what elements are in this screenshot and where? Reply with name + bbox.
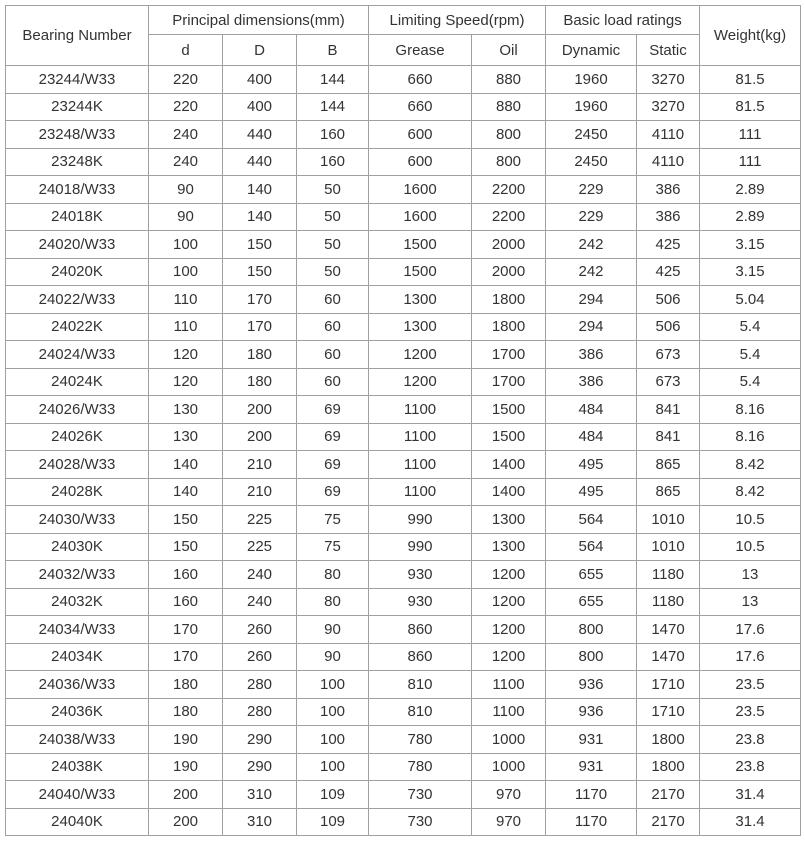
dynamic-load-cell: 655 <box>546 561 637 589</box>
table-container <box>5 5 801 836</box>
inner-diameter-cell: 220 <box>149 66 223 94</box>
grease-speed-cell: 930 <box>369 588 472 616</box>
outer-diameter-cell: 170 <box>223 313 297 341</box>
dynamic-load-cell: 484 <box>546 423 637 451</box>
static-load-cell: 1180 <box>637 588 700 616</box>
static-load-cell: 1800 <box>637 753 700 781</box>
width-cell: 144 <box>297 66 369 94</box>
bearing-number-cell: 24022K <box>6 313 149 341</box>
dynamic-load-cell: 294 <box>546 286 637 314</box>
table-row <box>6 258 801 286</box>
width-cell: 80 <box>297 561 369 589</box>
dynamic-load-cell: 495 <box>546 451 637 479</box>
oil-speed-cell: 1200 <box>472 561 546 589</box>
bearing-number-cell: 24028K <box>6 478 149 506</box>
outer-diameter-cell: 310 <box>223 808 297 836</box>
inner-diameter-cell: 150 <box>149 506 223 534</box>
width-cell: 109 <box>297 808 369 836</box>
width-cell: 80 <box>297 588 369 616</box>
grease-speed-cell: 1500 <box>369 231 472 259</box>
static-load-cell: 425 <box>637 258 700 286</box>
grease-speed-header: Grease <box>369 35 472 66</box>
oil-speed-cell: 880 <box>472 66 546 94</box>
table-row <box>6 808 801 836</box>
oil-speed-cell: 970 <box>472 781 546 809</box>
grease-speed-cell: 990 <box>369 506 472 534</box>
oil-speed-cell: 1700 <box>472 341 546 369</box>
oil-speed-cell: 1200 <box>472 643 546 671</box>
outer-diameter-cell: 280 <box>223 671 297 699</box>
dynamic-load-cell: 931 <box>546 753 637 781</box>
bearing-number-cell: 24030K <box>6 533 149 561</box>
inner-diameter-cell: 90 <box>149 203 223 231</box>
dynamic-load-cell: 1170 <box>546 808 637 836</box>
table-row <box>6 286 801 314</box>
bearing-number-cell: 23248/W33 <box>6 121 149 149</box>
outer-diameter-cell: 225 <box>223 533 297 561</box>
static-load-cell: 506 <box>637 313 700 341</box>
weight-cell: 111 <box>700 121 801 149</box>
grease-speed-cell: 1100 <box>369 451 472 479</box>
outer-diameter-cell: 440 <box>223 148 297 176</box>
table-row <box>6 726 801 754</box>
bearing-spec-table <box>5 5 801 836</box>
width-cell: 60 <box>297 286 369 314</box>
static-load-cell: 1180 <box>637 561 700 589</box>
header-row <box>6 6 801 35</box>
bearing-number-cell: 24040/W33 <box>6 781 149 809</box>
inner-diameter-cell: 120 <box>149 341 223 369</box>
oil-speed-cell: 1500 <box>472 396 546 424</box>
dynamic-load-cell: 386 <box>546 341 637 369</box>
outer-diameter-cell: 200 <box>223 396 297 424</box>
outer-diameter-cell: 290 <box>223 753 297 781</box>
inner-diameter-cell: 150 <box>149 533 223 561</box>
width-cell: 69 <box>297 451 369 479</box>
bearing-number-cell: 24040K <box>6 808 149 836</box>
dynamic-load-cell: 800 <box>546 616 637 644</box>
static-load-cell: 2170 <box>637 808 700 836</box>
grease-speed-cell: 780 <box>369 726 472 754</box>
inner-diameter-cell: 110 <box>149 313 223 341</box>
inner-diameter-cell: 190 <box>149 753 223 781</box>
weight-cell: 5.4 <box>700 368 801 396</box>
weight-cell: 81.5 <box>700 66 801 94</box>
width-cell: 69 <box>297 478 369 506</box>
grease-speed-cell: 1100 <box>369 478 472 506</box>
weight-cell: 31.4 <box>700 781 801 809</box>
grease-speed-cell: 1200 <box>369 368 472 396</box>
basic-load-ratings-header: Basic load ratings <box>546 6 700 35</box>
dynamic-load-cell: 242 <box>546 258 637 286</box>
inner-diameter-cell: 180 <box>149 698 223 726</box>
oil-speed-cell: 1300 <box>472 533 546 561</box>
inner-diameter-cell: 200 <box>149 808 223 836</box>
width-cell: 109 <box>297 781 369 809</box>
bearing-number-cell: 24036K <box>6 698 149 726</box>
table-row <box>6 423 801 451</box>
dynamic-load-cell: 484 <box>546 396 637 424</box>
dynamic-load-cell: 386 <box>546 368 637 396</box>
weight-cell: 3.15 <box>700 258 801 286</box>
oil-speed-cell: 2200 <box>472 203 546 231</box>
width-cell: 60 <box>297 341 369 369</box>
oil-speed-cell: 2200 <box>472 176 546 204</box>
outer-diameter-cell: 140 <box>223 203 297 231</box>
table-row <box>6 753 801 781</box>
table-row <box>6 93 801 121</box>
grease-speed-cell: 1300 <box>369 286 472 314</box>
table-row <box>6 121 801 149</box>
bearing-number-cell: 24020/W33 <box>6 231 149 259</box>
width-cell: 69 <box>297 423 369 451</box>
static-load-header: Static <box>637 35 700 66</box>
bearing-number-cell: 24022/W33 <box>6 286 149 314</box>
inner-diameter-cell: 130 <box>149 423 223 451</box>
bearing-number-cell: 23244/W33 <box>6 66 149 94</box>
dynamic-load-cell: 936 <box>546 698 637 726</box>
grease-speed-cell: 1100 <box>369 423 472 451</box>
width-cell: 100 <box>297 753 369 781</box>
dynamic-load-cell: 1960 <box>546 93 637 121</box>
static-load-cell: 865 <box>637 478 700 506</box>
weight-cell: 81.5 <box>700 93 801 121</box>
static-load-cell: 2170 <box>637 781 700 809</box>
weight-cell: 10.5 <box>700 533 801 561</box>
grease-speed-cell: 600 <box>369 121 472 149</box>
width-cell: 60 <box>297 313 369 341</box>
outer-diameter-cell: 400 <box>223 66 297 94</box>
inner-diameter-cell: 140 <box>149 451 223 479</box>
width-cell: 50 <box>297 258 369 286</box>
table-row <box>6 231 801 259</box>
oil-speed-cell: 1400 <box>472 451 546 479</box>
bearing-number-cell: 24032/W33 <box>6 561 149 589</box>
dynamic-load-cell: 564 <box>546 506 637 534</box>
oil-speed-cell: 1000 <box>472 726 546 754</box>
weight-cell: 10.5 <box>700 506 801 534</box>
dynamic-load-cell: 2450 <box>546 148 637 176</box>
weight-cell: 23.5 <box>700 698 801 726</box>
inner-diameter-cell: 200 <box>149 781 223 809</box>
outer-diameter-cell: 260 <box>223 616 297 644</box>
oil-speed-cell: 1200 <box>472 588 546 616</box>
static-load-cell: 841 <box>637 396 700 424</box>
bearing-number-cell: 23244K <box>6 93 149 121</box>
grease-speed-cell: 600 <box>369 148 472 176</box>
static-load-cell: 506 <box>637 286 700 314</box>
oil-speed-cell: 1100 <box>472 698 546 726</box>
bearing-number-cell: 24018/W33 <box>6 176 149 204</box>
bearing-number-cell: 24024/W33 <box>6 341 149 369</box>
weight-cell: 13 <box>700 561 801 589</box>
static-load-cell: 425 <box>637 231 700 259</box>
table-row <box>6 341 801 369</box>
weight-cell: 23.5 <box>700 671 801 699</box>
static-load-cell: 3270 <box>637 93 700 121</box>
dynamic-load-cell: 229 <box>546 176 637 204</box>
static-load-cell: 1710 <box>637 671 700 699</box>
weight-cell: 8.16 <box>700 396 801 424</box>
weight-cell: 8.16 <box>700 423 801 451</box>
width-cell: 50 <box>297 176 369 204</box>
static-load-cell: 1800 <box>637 726 700 754</box>
table-row <box>6 533 801 561</box>
static-load-cell: 386 <box>637 203 700 231</box>
oil-speed-cell: 970 <box>472 808 546 836</box>
oil-speed-cell: 1700 <box>472 368 546 396</box>
width-cell: 50 <box>297 203 369 231</box>
static-load-cell: 4110 <box>637 148 700 176</box>
outer-diameter-cell: 290 <box>223 726 297 754</box>
inner-diameter-cell: 240 <box>149 148 223 176</box>
width-cell: 160 <box>297 148 369 176</box>
inner-diameter-cell: 100 <box>149 231 223 259</box>
weight-cell: 5.4 <box>700 313 801 341</box>
table-row <box>6 588 801 616</box>
outer-diameter-cell: 440 <box>223 121 297 149</box>
width-cell: 69 <box>297 396 369 424</box>
bearing-number-cell: 24038K <box>6 753 149 781</box>
width-cell: 90 <box>297 616 369 644</box>
oil-speed-cell: 880 <box>472 93 546 121</box>
weight-cell: 5.04 <box>700 286 801 314</box>
table-row <box>6 698 801 726</box>
dynamic-load-cell: 294 <box>546 313 637 341</box>
dynamic-load-cell: 655 <box>546 588 637 616</box>
grease-speed-cell: 860 <box>369 616 472 644</box>
grease-speed-cell: 1600 <box>369 203 472 231</box>
oil-speed-cell: 800 <box>472 148 546 176</box>
grease-speed-cell: 730 <box>369 781 472 809</box>
inner-diameter-cell: 120 <box>149 368 223 396</box>
weight-cell: 17.6 <box>700 643 801 671</box>
grease-speed-cell: 810 <box>369 698 472 726</box>
width-cell: 144 <box>297 93 369 121</box>
table-row <box>6 66 801 94</box>
weight-header: Weight(kg) <box>700 6 801 66</box>
static-load-cell: 673 <box>637 341 700 369</box>
bearing-number-cell: 24026/W33 <box>6 396 149 424</box>
outer-diameter-cell: 150 <box>223 231 297 259</box>
static-load-cell: 1010 <box>637 506 700 534</box>
bearing-number-header: Bearing Number <box>6 6 149 66</box>
oil-speed-cell: 1000 <box>472 753 546 781</box>
weight-cell: 23.8 <box>700 753 801 781</box>
grease-speed-cell: 660 <box>369 93 472 121</box>
inner-diameter-cell: 170 <box>149 643 223 671</box>
grease-speed-cell: 1100 <box>369 396 472 424</box>
dynamic-load-cell: 1170 <box>546 781 637 809</box>
dynamic-load-cell: 242 <box>546 231 637 259</box>
outer-diameter-cell: 240 <box>223 561 297 589</box>
inner-diameter-cell: 170 <box>149 616 223 644</box>
bearing-number-cell: 24020K <box>6 258 149 286</box>
grease-speed-cell: 730 <box>369 808 472 836</box>
weight-cell: 5.4 <box>700 341 801 369</box>
grease-speed-cell: 930 <box>369 561 472 589</box>
inner-diameter-cell: 130 <box>149 396 223 424</box>
bearing-number-cell: 24038/W33 <box>6 726 149 754</box>
width-cell: 100 <box>297 726 369 754</box>
table-row <box>6 451 801 479</box>
dynamic-load-cell: 931 <box>546 726 637 754</box>
bearing-number-cell: 24034K <box>6 643 149 671</box>
weight-cell: 2.89 <box>700 176 801 204</box>
outer-diameter-cell: 225 <box>223 506 297 534</box>
width-cell: 100 <box>297 698 369 726</box>
bearing-number-cell: 24028/W33 <box>6 451 149 479</box>
outer-diameter-cell: 150 <box>223 258 297 286</box>
outer-diameter-cell: 180 <box>223 368 297 396</box>
oil-speed-cell: 800 <box>472 121 546 149</box>
dynamic-load-cell: 936 <box>546 671 637 699</box>
width-cell: 75 <box>297 533 369 561</box>
oil-speed-cell: 2000 <box>472 258 546 286</box>
oil-speed-cell: 1400 <box>472 478 546 506</box>
inner-diameter-cell: 90 <box>149 176 223 204</box>
table-row <box>6 781 801 809</box>
inner-diameter-cell: 100 <box>149 258 223 286</box>
inner-diameter-cell: 240 <box>149 121 223 149</box>
weight-cell: 8.42 <box>700 478 801 506</box>
table-row <box>6 148 801 176</box>
width-cell: 75 <box>297 506 369 534</box>
outer-diameter-cell: 210 <box>223 478 297 506</box>
table-row <box>6 643 801 671</box>
inner-diameter-cell: 110 <box>149 286 223 314</box>
grease-speed-cell: 810 <box>369 671 472 699</box>
limiting-speed-header: Limiting Speed(rpm) <box>369 6 546 35</box>
oil-speed-cell: 1800 <box>472 286 546 314</box>
weight-cell: 17.6 <box>700 616 801 644</box>
weight-cell: 13 <box>700 588 801 616</box>
outer-diameter-cell: 240 <box>223 588 297 616</box>
oil-speed-cell: 2000 <box>472 231 546 259</box>
dynamic-load-cell: 800 <box>546 643 637 671</box>
bearing-number-cell: 24032K <box>6 588 149 616</box>
table-row <box>6 176 801 204</box>
dynamic-load-header: Dynamic <box>546 35 637 66</box>
weight-cell: 8.42 <box>700 451 801 479</box>
table-row <box>6 478 801 506</box>
dynamic-load-cell: 2450 <box>546 121 637 149</box>
table-row <box>6 396 801 424</box>
outer-diameter-cell: 280 <box>223 698 297 726</box>
width-cell: 100 <box>297 671 369 699</box>
inner-diameter-header: d <box>149 35 223 66</box>
width-header: B <box>297 35 369 66</box>
outer-diameter-cell: 180 <box>223 341 297 369</box>
outer-diameter-cell: 310 <box>223 781 297 809</box>
oil-speed-cell: 1100 <box>472 671 546 699</box>
bearing-number-cell: 24024K <box>6 368 149 396</box>
oil-speed-header: Oil <box>472 35 546 66</box>
width-cell: 90 <box>297 643 369 671</box>
grease-speed-cell: 990 <box>369 533 472 561</box>
static-load-cell: 1470 <box>637 643 700 671</box>
static-load-cell: 1470 <box>637 616 700 644</box>
table-row <box>6 203 801 231</box>
static-load-cell: 1010 <box>637 533 700 561</box>
oil-speed-cell: 1300 <box>472 506 546 534</box>
inner-diameter-cell: 190 <box>149 726 223 754</box>
dynamic-load-cell: 1960 <box>546 66 637 94</box>
bearing-number-cell: 24018K <box>6 203 149 231</box>
grease-speed-cell: 1600 <box>369 176 472 204</box>
static-load-cell: 1710 <box>637 698 700 726</box>
bearing-number-cell: 24036/W33 <box>6 671 149 699</box>
dynamic-load-cell: 564 <box>546 533 637 561</box>
outer-diameter-cell: 260 <box>223 643 297 671</box>
grease-speed-cell: 1300 <box>369 313 472 341</box>
bearing-number-cell: 24026K <box>6 423 149 451</box>
dynamic-load-cell: 495 <box>546 478 637 506</box>
static-load-cell: 3270 <box>637 66 700 94</box>
width-cell: 50 <box>297 231 369 259</box>
inner-diameter-cell: 140 <box>149 478 223 506</box>
inner-diameter-cell: 180 <box>149 671 223 699</box>
outer-diameter-cell: 400 <box>223 93 297 121</box>
weight-cell: 31.4 <box>700 808 801 836</box>
bearing-number-cell: 24030/W33 <box>6 506 149 534</box>
principal-dimensions-header: Principal dimensions(mm) <box>149 6 369 35</box>
grease-speed-cell: 780 <box>369 753 472 781</box>
outer-diameter-cell: 170 <box>223 286 297 314</box>
static-load-cell: 4110 <box>637 121 700 149</box>
table-row <box>6 313 801 341</box>
static-load-cell: 386 <box>637 176 700 204</box>
table-row <box>6 671 801 699</box>
weight-cell: 23.8 <box>700 726 801 754</box>
static-load-cell: 865 <box>637 451 700 479</box>
static-load-cell: 673 <box>637 368 700 396</box>
weight-cell: 3.15 <box>700 231 801 259</box>
inner-diameter-cell: 220 <box>149 93 223 121</box>
grease-speed-cell: 1500 <box>369 258 472 286</box>
outer-diameter-cell: 210 <box>223 451 297 479</box>
oil-speed-cell: 1800 <box>472 313 546 341</box>
static-load-cell: 841 <box>637 423 700 451</box>
table-row <box>6 616 801 644</box>
weight-cell: 111 <box>700 148 801 176</box>
width-cell: 60 <box>297 368 369 396</box>
bearing-number-cell: 24034/W33 <box>6 616 149 644</box>
inner-diameter-cell: 160 <box>149 588 223 616</box>
weight-cell: 2.89 <box>700 203 801 231</box>
grease-speed-cell: 1200 <box>369 341 472 369</box>
grease-speed-cell: 860 <box>369 643 472 671</box>
dynamic-load-cell: 229 <box>546 203 637 231</box>
oil-speed-cell: 1200 <box>472 616 546 644</box>
outer-diameter-cell: 200 <box>223 423 297 451</box>
outer-diameter-header: D <box>223 35 297 66</box>
table-row <box>6 506 801 534</box>
oil-speed-cell: 1500 <box>472 423 546 451</box>
width-cell: 160 <box>297 121 369 149</box>
table-row <box>6 368 801 396</box>
inner-diameter-cell: 160 <box>149 561 223 589</box>
grease-speed-cell: 660 <box>369 66 472 94</box>
bearing-number-cell: 23248K <box>6 148 149 176</box>
outer-diameter-cell: 140 <box>223 176 297 204</box>
table-row <box>6 561 801 589</box>
